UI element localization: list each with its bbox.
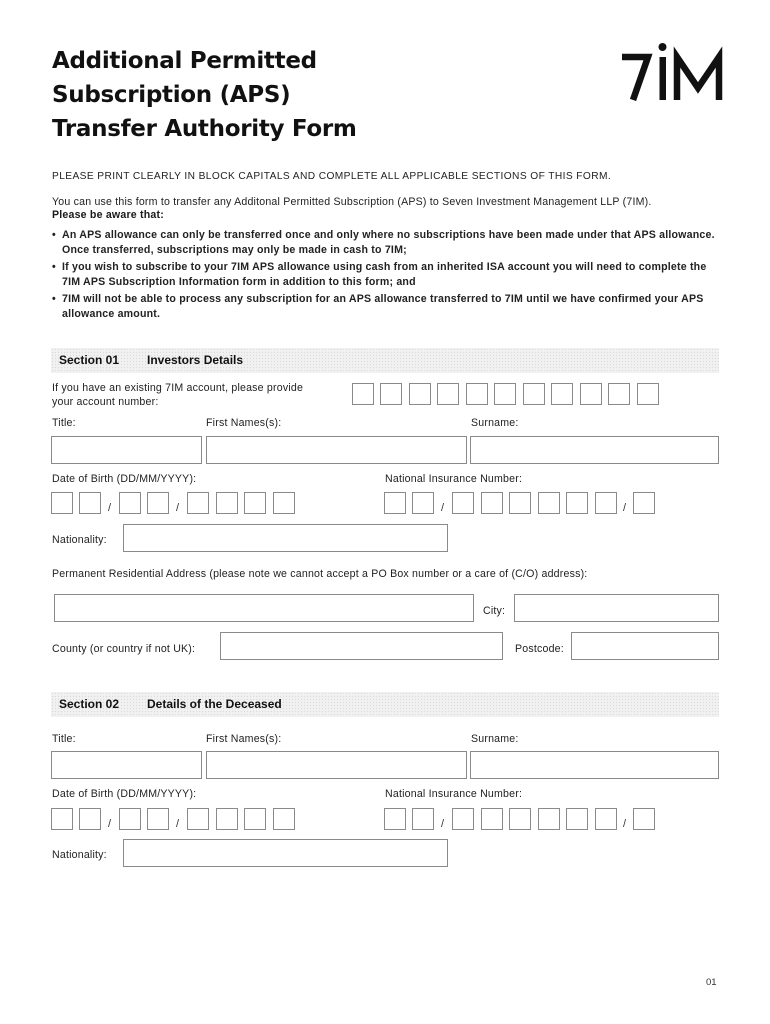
investor-dob-label: Date of Birth (DD/MM/YYYY): xyxy=(52,473,197,485)
deceased-surname-label: Surname: xyxy=(471,733,519,745)
ni-char[interactable] xyxy=(595,808,617,830)
instructions-aware: Please be aware that: xyxy=(52,209,164,221)
dob-digit[interactable] xyxy=(51,808,73,830)
7im-logo xyxy=(618,40,728,106)
ni-char[interactable] xyxy=(412,492,434,514)
investor-title-label: Title: xyxy=(52,417,76,429)
ni-char[interactable] xyxy=(384,808,406,830)
ni-char[interactable] xyxy=(566,808,588,830)
dob-digit[interactable] xyxy=(119,492,141,514)
ni-separator: / xyxy=(441,502,445,514)
dob-digit[interactable] xyxy=(273,808,295,830)
date-separator: / xyxy=(108,818,112,830)
section-name: Details of the Deceased xyxy=(147,697,282,711)
dob-digit[interactable] xyxy=(147,492,169,514)
ni-char[interactable] xyxy=(384,492,406,514)
investor-surname-label: Surname: xyxy=(471,417,519,429)
bullet-item: • If you wish to subscribe to your 7IM APS allowance using cash from an inherited ISA account you will need to complete the 7IM APS Subscription Information form in addition to this form; and xyxy=(52,260,722,289)
deceased-first-names-field[interactable] xyxy=(206,751,467,779)
ni-char[interactable] xyxy=(452,808,474,830)
account-number-digit[interactable] xyxy=(352,383,374,405)
account-number-digit[interactable] xyxy=(409,383,431,405)
account-number-digit[interactable] xyxy=(523,383,545,405)
ni-char[interactable] xyxy=(481,808,503,830)
investor-county-field[interactable] xyxy=(220,632,503,660)
dob-digit[interactable] xyxy=(216,808,238,830)
ni-char[interactable] xyxy=(633,492,655,514)
title-line-1: Additional Permitted xyxy=(52,48,317,74)
dob-digit[interactable] xyxy=(79,492,101,514)
investor-address-label: Permanent Residential Address (please note we cannot accept a PO Box number or a care of (C/O) address): xyxy=(52,568,588,580)
instructions-bullets xyxy=(52,228,722,324)
title-line-3: Transfer Authority Form xyxy=(52,116,357,142)
dob-digit[interactable] xyxy=(216,492,238,514)
date-separator: / xyxy=(176,502,180,514)
investor-county-label: County (or country if not UK): xyxy=(52,643,196,655)
dob-digit[interactable] xyxy=(119,808,141,830)
deceased-ni-label: National Insurance Number: xyxy=(385,788,523,800)
account-number-digit[interactable] xyxy=(551,383,573,405)
ni-char[interactable] xyxy=(566,492,588,514)
investor-nationality-label: Nationality: xyxy=(52,534,107,546)
dob-digit[interactable] xyxy=(147,808,169,830)
ni-char[interactable] xyxy=(452,492,474,514)
section-name: Investors Details xyxy=(147,353,244,367)
title-line-2: Subscription (APS) xyxy=(52,82,291,108)
account-number-label xyxy=(52,381,303,409)
deceased-surname-field[interactable] xyxy=(470,751,719,779)
ni-char[interactable] xyxy=(595,492,617,514)
account-number-label-line-1: If you have an existing 7IM account, please provide xyxy=(52,382,304,394)
investor-postcode-label: Postcode: xyxy=(515,643,564,655)
ni-char[interactable] xyxy=(509,808,531,830)
investor-ni-label: National Insurance Number: xyxy=(385,473,523,485)
instructions-intro: You can use this form to transfer any Additonal Permitted Subscription (APS) to Seven Investment Management LLP (7IM). xyxy=(52,196,652,208)
dob-digit[interactable] xyxy=(187,808,209,830)
bullet-item: • 7IM will not be able to process any subscription for an APS allowance transferred to 7IM until we have confirmed your APS allowance amount. xyxy=(52,292,722,321)
section-01-header xyxy=(51,348,719,373)
account-number-digit[interactable] xyxy=(380,383,402,405)
investor-first-names-field[interactable] xyxy=(206,436,467,464)
account-number-digit[interactable] xyxy=(437,383,459,405)
investor-title-field[interactable] xyxy=(51,436,202,464)
ni-char[interactable] xyxy=(538,808,560,830)
account-number-digit[interactable] xyxy=(580,383,602,405)
account-number-digit[interactable] xyxy=(466,383,488,405)
dob-digit[interactable] xyxy=(244,492,266,514)
instructions-caps: PLEASE PRINT CLEARLY IN BLOCK CAPITALS AND COMPLETE ALL APPLICABLE SECTIONS OF THIS FORM. xyxy=(52,171,612,182)
date-separator: / xyxy=(176,818,180,830)
ni-char[interactable] xyxy=(412,808,434,830)
date-separator: / xyxy=(108,502,112,514)
dob-digit[interactable] xyxy=(79,808,101,830)
investor-address-field[interactable] xyxy=(54,594,474,622)
deceased-first-names-label: First Names(s): xyxy=(206,733,282,745)
account-number-digit[interactable] xyxy=(608,383,630,405)
deceased-title-label: Title: xyxy=(52,733,76,745)
dob-digit[interactable] xyxy=(244,808,266,830)
investor-city-label: City: xyxy=(483,605,506,617)
investor-first-names-label: First Names(s): xyxy=(206,417,282,429)
deceased-dob-label: Date of Birth (DD/MM/YYYY): xyxy=(52,788,197,800)
dob-digit[interactable] xyxy=(273,492,295,514)
account-number-digit[interactable] xyxy=(637,383,659,405)
ni-char[interactable] xyxy=(633,808,655,830)
investor-surname-field[interactable] xyxy=(470,436,719,464)
section-02-header xyxy=(51,692,719,717)
form-title xyxy=(52,44,357,146)
ni-char[interactable] xyxy=(481,492,503,514)
section-number: Section 02 xyxy=(59,697,120,711)
deceased-nationality-label: Nationality: xyxy=(52,849,107,861)
page-number: 01 xyxy=(706,977,717,988)
account-number-label-line-2: your account number: xyxy=(52,396,159,408)
ni-separator: / xyxy=(441,818,445,830)
ni-char[interactable] xyxy=(509,492,531,514)
bullet-item: • An APS allowance can only be transferred once and only where no subscriptions have been made under that APS allowance. Once transferred, subscriptions may only be made in cash to 7IM; xyxy=(52,228,722,257)
dob-digit[interactable] xyxy=(51,492,73,514)
investor-city-field[interactable] xyxy=(514,594,719,622)
dob-digit[interactable] xyxy=(187,492,209,514)
ni-char[interactable] xyxy=(538,492,560,514)
investor-nationality-field[interactable] xyxy=(123,524,448,552)
ni-separator: / xyxy=(623,818,627,830)
account-number-digit[interactable] xyxy=(494,383,516,405)
section-number: Section 01 xyxy=(59,353,120,367)
ni-separator: / xyxy=(623,502,627,514)
deceased-nationality-field[interactable] xyxy=(123,839,448,867)
deceased-title-field[interactable] xyxy=(51,751,202,779)
investor-postcode-field[interactable] xyxy=(571,632,719,660)
